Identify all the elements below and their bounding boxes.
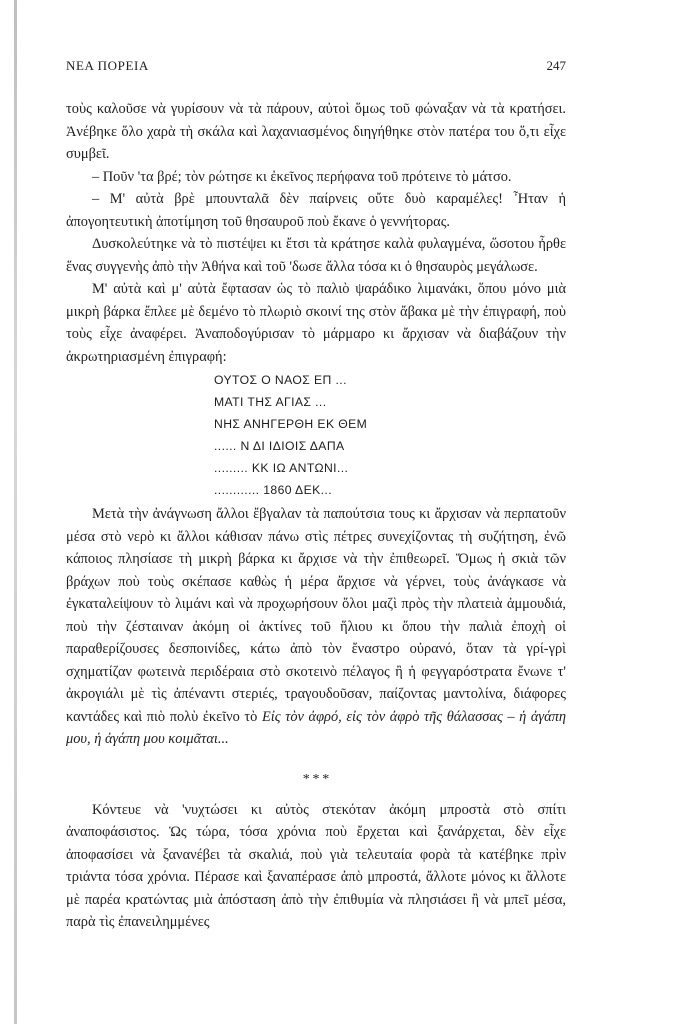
paragraph: Δυσκολεύτηκε νὰ τὸ πιστέψει κι ἔτσι τὰ κράτησε καλὰ φυλαγμένα, ὥσοτου ἦρθε ἕνας συγγενὴς ἀπὸ τὴν Ἀθήνα καὶ τοῦ 'δωσε ἄλλα τόσα κι ὁ θησαυρὸς μεγάλωσε. [66,236,566,275]
inscription-line: ΝΗΣ ΑΝΗΓΕΡΘΗ ΕΚ ΘΕΜ [214,417,368,431]
inscription-line: ...... Ν ΔΙ ΙΔΙΟΙΣ ΔΑΠΑ [214,439,345,453]
inscription-line: ......... ΚΚ ΙΩ ΑΝΤΩΝΙ... [214,461,349,475]
inscription-line: ΟΥΤΟΣ Ο ΝΑΟΣ ΕΠ ... [214,373,347,387]
scan-edge-shadow [14,0,17,1024]
paragraph: Κόντευε νὰ 'νυχτώσει κι αὐτὸς στεκόταν ἀκόμη μπροστὰ στὸ σπίτι ἀναποφάσιστος. Ὡς τώρα, τόσα χρόνια ποὺ ἔρχεται καὶ ξανάρχεται, δὲν εἶχε ἀποφασίσει νὰ ξανανέβει τὰ σκαλιά, ποὺ γιὰ τελευταία φορὰ τὰ κατέβηκε πρὶν τριάντα τόσα χρόνια. Πέρασε καὶ ξαναπέρασε ἀπὸ μπροστά, ἄλλοτε μόνος κι ἄλλοτε μὲ παρέα κρατώντας μιὰ ἀπόσταση ἀπὸ τὴν ἐπιθυμία νὰ πλησιάσει ἢ νὰ μπεῖ μέσα, παρὰ τὶς ἐπανειλημμένες [66,801,566,930]
paragraph: Μ' αὐτὰ καὶ μ' αὐτὰ ἔφτασαν ὡς τὸ παλιὸ ψαράδικο λιμανάκι, ὅπου μόνο μιὰ μικρὴ βάρκα ἔπλεε μὲ δεμένο τὸ πλωριὸ σκοινί της στὸν ἄβακα μὲ τὴν ἐπιγραφή, ποὺ τοὺς εἶχε ἀναφέρει. Ἀναποδογύρισαν τὸ μάρμαρο κι ἄρχισαν νὰ διαβάζουν τὴν ἀκρωτηριασμένη ἐπιγραφή: [66,281,566,365]
paragraph: – Μ' αὐτὰ βρὲ μπουνταλᾶ δὲν παίρνεις οὔτε δυὸ καραμέλες! Ἦταν ἡ ἀπογοητευτικὴ ἀποτίμηση τοῦ θησαυροῦ ποὺ ἔκανε ὁ γεννήτορας. [66,191,566,230]
paragraph [66,503,566,751]
paragraph: τοὺς καλοῦσε νὰ γυρίσουν νὰ τὰ πάρουν, αὐτοὶ ὅμως τοῦ φώναξαν νὰ τὰ κρατήσει. Ἀνέβηκε ὅλο χαρὰ τὴ σκάλα καὶ λαχανιασμένος διηγήθηκε στὸν πατέρα του ὅ,τι εἶχε συμβεῖ. [66,101,566,162]
inscription-line: ΜΑΤΙ ΤΗΣ ΑΓΙΑΣ ... [214,395,327,409]
running-head: ΝΕΑ ΠΟΡΕΙΑ [66,58,149,73]
inscription-line: ............ 1860 ΔΕΚ... [214,483,333,497]
inscription-block [214,369,566,501]
song-lyric: Εἰς τὸν ἀφρό, εἰς τὸν ἀφρὸ τῆς θάλασσας – ἡ ἀγάπη μου, ἡ ἀγάπη μου κοιμᾶται... [66,708,567,747]
body-text [66,98,566,934]
paragraph-text: Μετὰ τὴν ἀνάγνωση ἄλλοι ἔβγαλαν τὰ παπούτσια τους κι ἄρχισαν νὰ περπατοῦν μέσα στὸ νερὸ κι ἄλλοι κάθισαν πάνω στὶς πέτρες συνεχίζοντας τὴ συζήτηση, ἐνῶ κάποιος πλησίασε τὴ μικρὴ βάρκα κι ἄρχισε νὰ τὴν ἐπιθεωρεῖ. Ὅμως ἡ σκιὰ τῶν βράχων ποὺ τοὺς σκέπασε καθὼς ἡ μέρα ἄρχισε νὰ γέρνει, τοὺς ἀνάγκασε νὰ ἐγκαταλείψουν τὸ λιμάνι καὶ νὰ προχωρήσουν ὅλοι μαζὶ πρὸς τὴν πλατειὰ ἀμμουδιά, ποὺ τὴν ζέσταιναν ἀκόμη οἱ ἀκτίνες τοῦ ἥλιου κι ὅπου τὴν παλιὰ ἐποχὴ οἱ παραθερίζουσες δεσποινίδες, κάτω ἀπὸ τὸν ἔναστρο οὐρανό, ὅταν τὰ γρί-γρὶ σχηματίζαν φωτεινὰ περιδέραια στὸ σκοτεινὸ πέλαγος ἢ ἡ φεγγαρόστρατα ἔνωνε τ' ἀκρογιάλι μὲ τὶς ἀπέναντι στεριές, τραγουδοῦσαν, παίζοντας μαντολίνα, διάφορες καντάδες καὶ πιὸ πολὺ ἐκεῖνο τὸ [66,506,566,725]
page-number: 247 [546,58,566,73]
paragraph: – Ποῦν 'τα βρέ; τὸν ρώτησε κι ἐκεῖνος περήφανα τοῦ πρότεινε τὸ μάτσο. [92,168,512,185]
section-break-asterism: * * * [302,771,330,787]
